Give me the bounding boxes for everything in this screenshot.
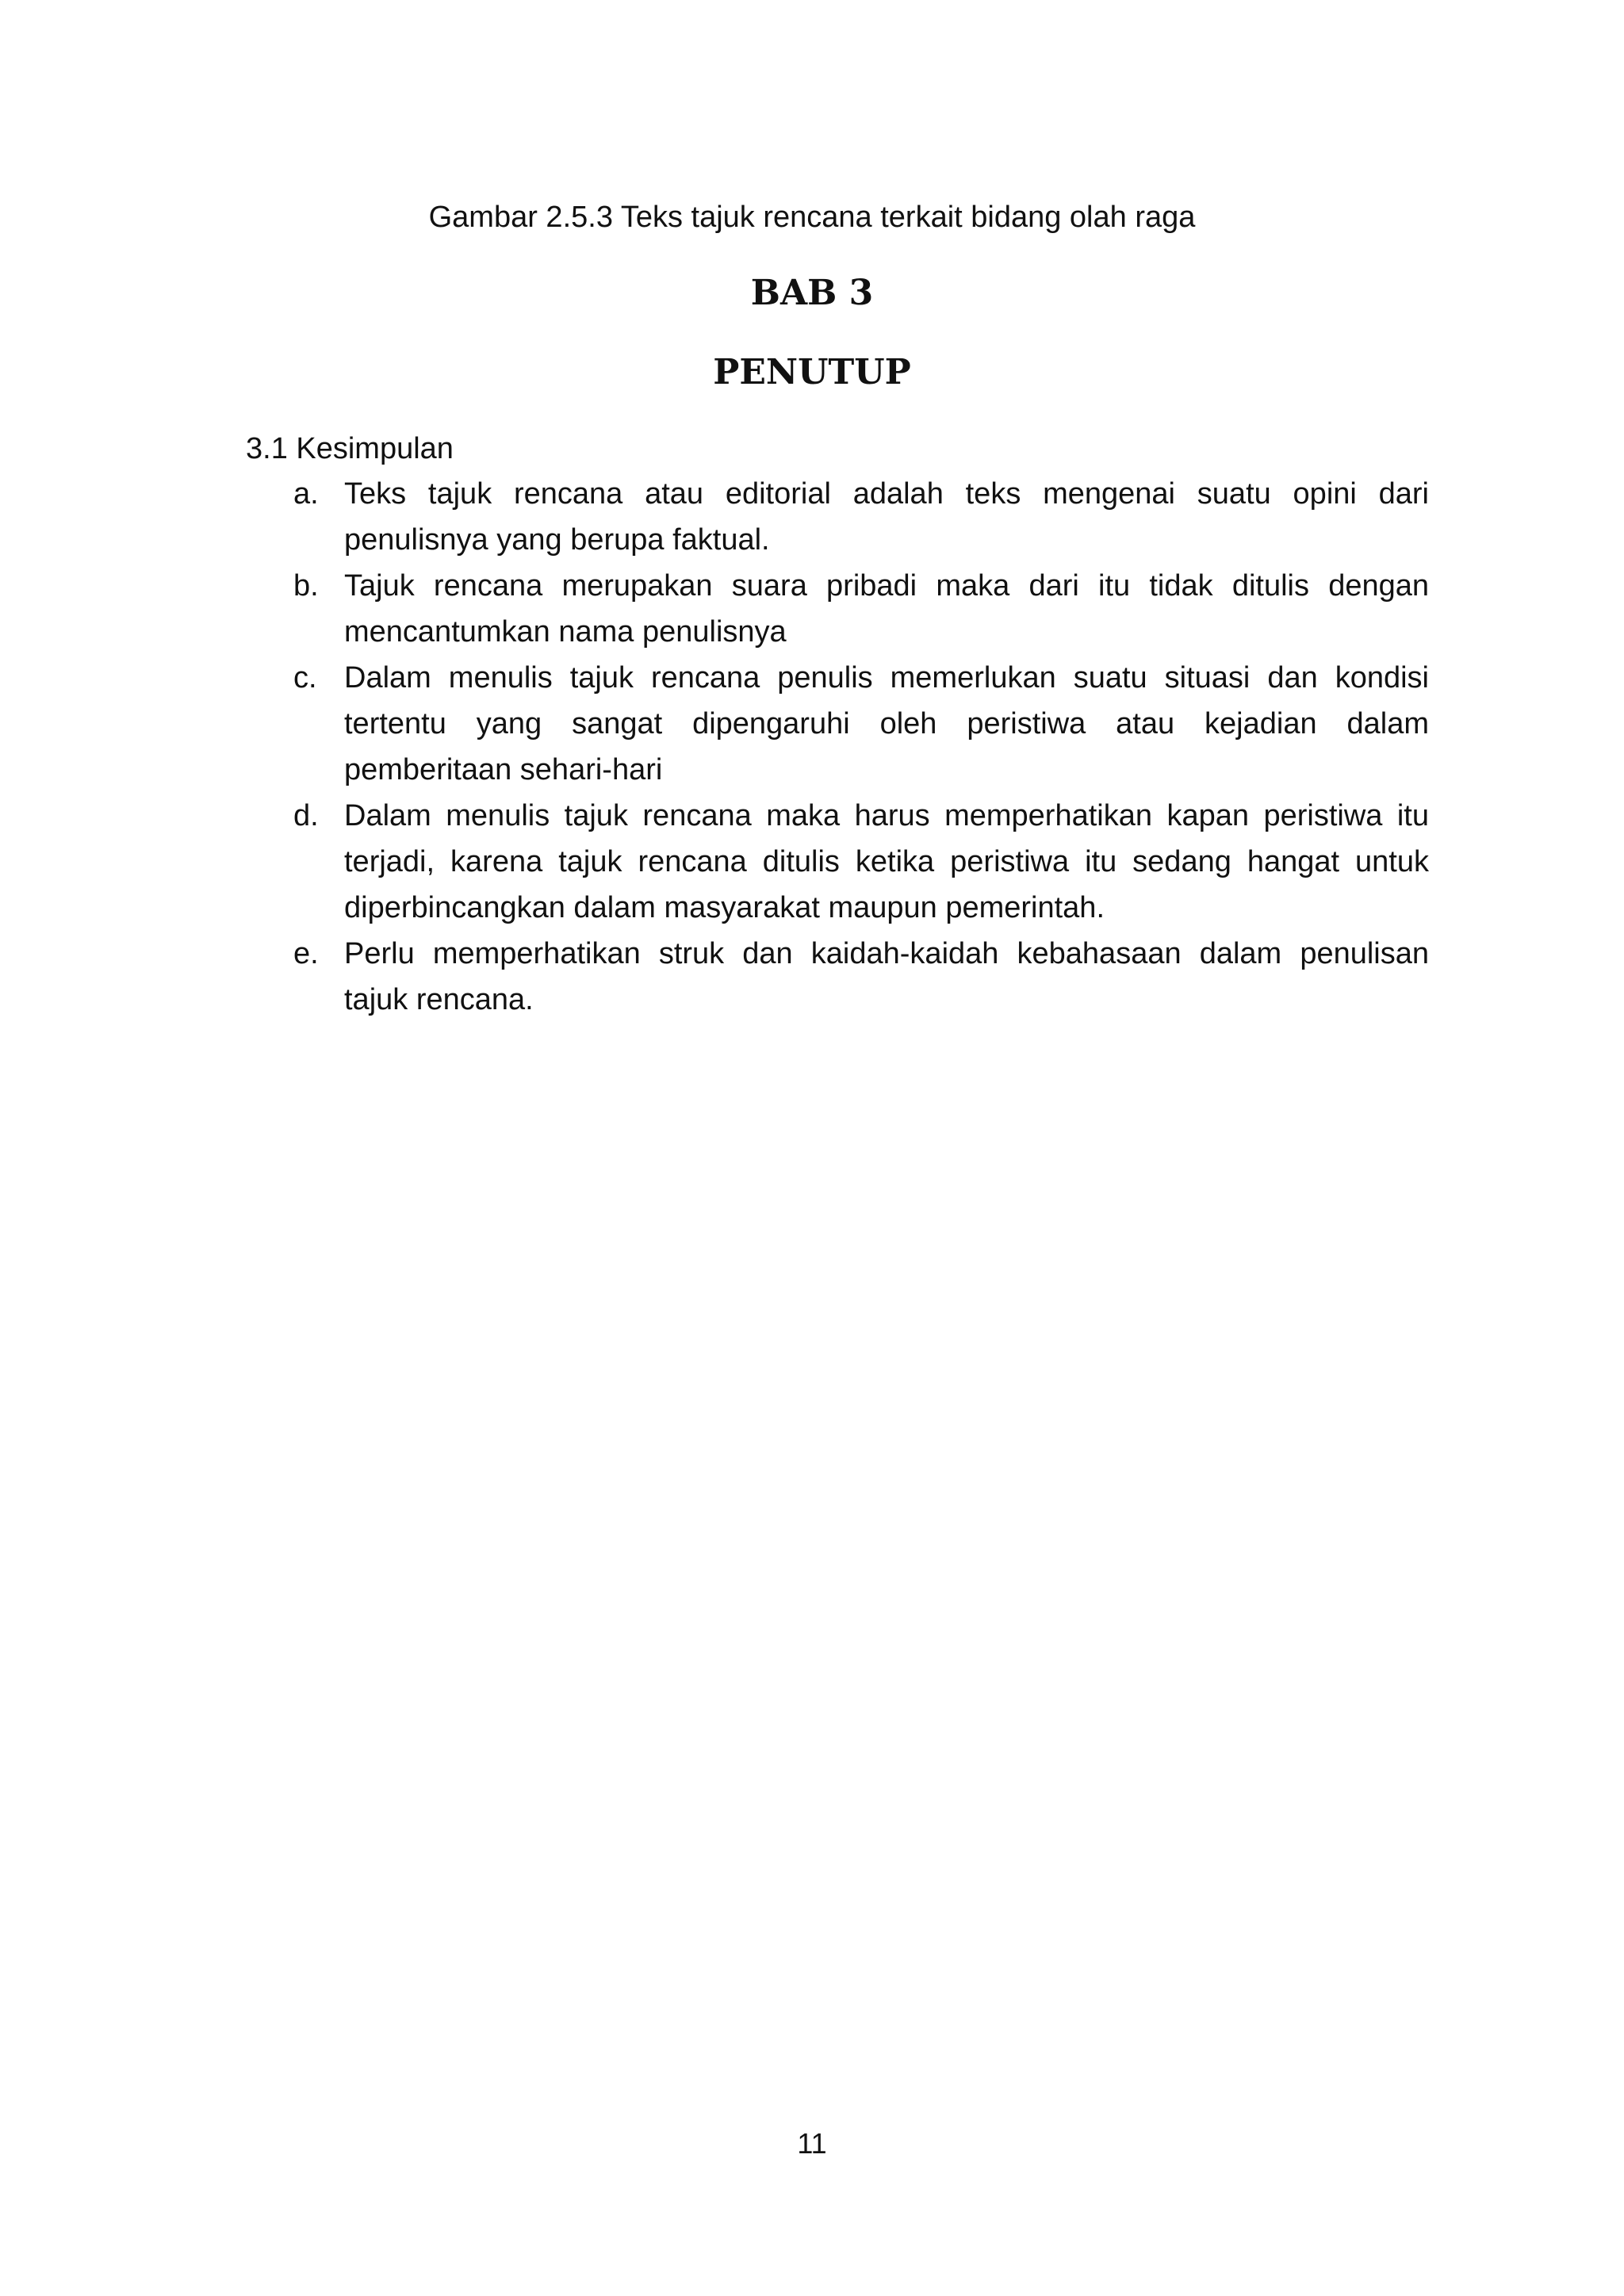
conclusion-list [293, 471, 1429, 1023]
list-item-text: Perlu memperhatikan struk dan kaidah-kaidah kebahasaan dalam penulisan tajuk rencana. [344, 937, 1429, 1016]
list-item [293, 655, 1429, 793]
chapter-number: BAB 3 [750, 273, 874, 313]
list-marker: e. [293, 937, 319, 970]
list-marker: c. [293, 661, 317, 695]
figure-caption [0, 197, 1624, 238]
list-item [293, 471, 1429, 563]
list-item [293, 793, 1429, 931]
list-item-text: Dalam menulis tajuk rencana maka harus memperhatikan kapan peristiwa itu terjadi, karena tajuk rencana ditulis ketika peristiwa itu sedang hangat untuk diperbincangkan dalam masyarakat maupun pemerintah. [344, 799, 1429, 924]
list-marker: a. [293, 477, 319, 511]
list-item-text: Dalam menulis tajuk rencana penulis memerlukan suatu situasi dan kondisi tertentu yang sangat dipengaruhi oleh peristiwa atau kejadian dalam pemberitaan sehari-hari [344, 661, 1429, 786]
list-item [293, 931, 1429, 1023]
list-item-text: Tajuk rencana merupakan suara pribadi maka dari itu tidak ditulis dengan mencantumkan nama penulisnya [344, 569, 1429, 649]
page-number: 11 [797, 2127, 827, 2160]
list-item-text: Teks tajuk rencana atau editorial adalah teks mengenai suatu opini dari penulisnya yang berupa faktual. [344, 477, 1429, 557]
chapter-title: PENUTUP [713, 352, 911, 392]
figure-caption-text: Gambar 2.5.3 Teks tajuk rencana terkait bidang olah raga [428, 201, 1196, 234]
list-marker: d. [293, 799, 319, 832]
list-item [293, 563, 1429, 655]
section-heading: 3.1 Kesimpulan [246, 432, 454, 465]
list-marker: b. [293, 569, 319, 603]
